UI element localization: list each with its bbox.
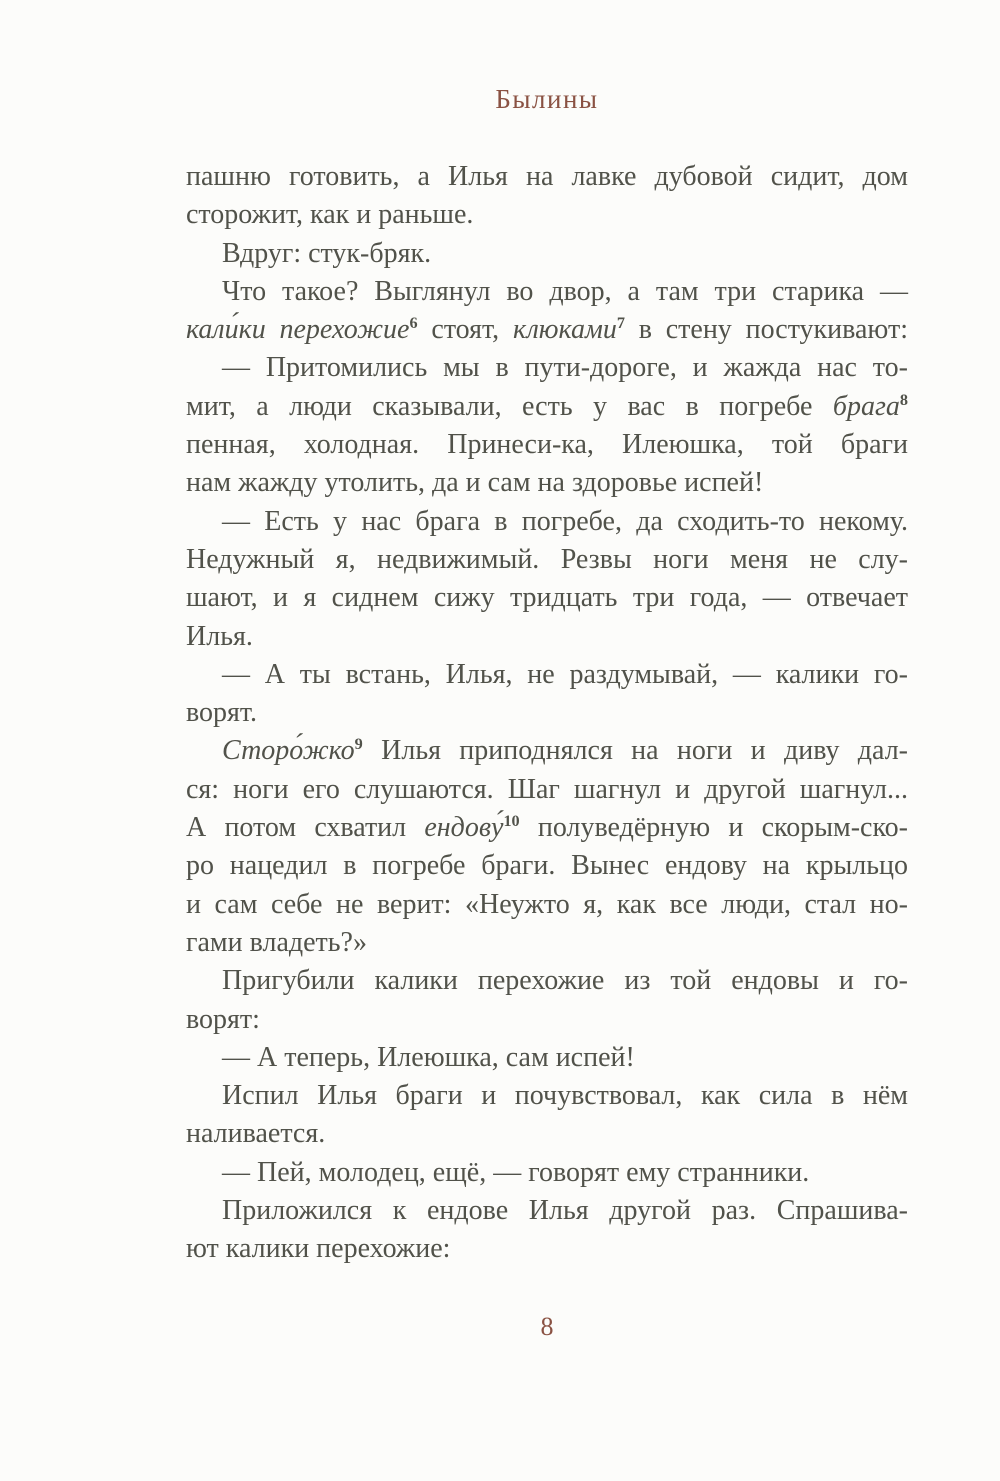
text-line: [186, 388, 908, 426]
text-segment: шают, и я сиднем сижу тридцать три года, — отвечает: [186, 582, 908, 614]
text-segment: и сам себе не верит: «Неужто я, как все люди, стал но-: [186, 888, 908, 920]
text-line: [186, 426, 908, 464]
text-line: [186, 196, 908, 234]
text-segment: Пригубили калики перехожие из той ендовы и го-: [222, 965, 908, 997]
text-segment: ворят.: [186, 697, 258, 729]
text-segment: ся: ноги его слушаются. Шаг шагнул и другой шагнул...: [186, 773, 908, 805]
text-line: [186, 1154, 908, 1192]
text-segment: Вдруг: стук-бряк.: [222, 237, 432, 269]
text-segment: Что такое? Выглянул во двор, а там три старика —: [222, 275, 908, 307]
page-number: 8: [540, 1312, 554, 1341]
text-segment: Недужный я, недвижимый. Резвы ноги меня не слу-: [186, 543, 908, 575]
text-segment: пенная, холодная. Принеси-ка, Илеюшка, той браги: [186, 429, 908, 461]
footnote-reference: 8: [899, 390, 908, 409]
text-line: [186, 847, 908, 885]
text-line: [186, 618, 908, 656]
text-segment: ют калики перехожие:: [186, 1233, 451, 1265]
text-segment: нам жажду утолить, да и сам на здоровье испей!: [186, 467, 764, 499]
text-line: [186, 311, 908, 349]
text-line: [186, 656, 908, 694]
text-segment: — Притомились мы в пути-дороге, и жажда нас то-: [222, 352, 908, 384]
running-header: Былины: [495, 84, 599, 114]
text-segment: гами владеть?»: [186, 926, 367, 958]
footnote-reference: 10: [503, 811, 520, 830]
text-line: [186, 1230, 908, 1268]
text-line: [186, 1115, 908, 1153]
text-segment: мит, а люди сказывали, есть у вас в погребе: [186, 390, 833, 422]
text-segment: сторожит, как и раньше.: [186, 199, 474, 231]
text-segment: ворят:: [186, 1003, 260, 1035]
footnote-reference: 9: [354, 735, 363, 754]
text-segment: пашню готовить, а Илья на лавке дубовой сидит, дом: [186, 161, 908, 192]
glossary-term: кали́ки перехожие: [186, 314, 410, 346]
text-line: [186, 809, 908, 847]
text-segment: Приложился к ендове Илья другой раз. Спрашива-: [222, 1195, 908, 1227]
text-segment: Илья приподнялся на ноги и диву дал-: [362, 735, 908, 767]
text-segment: — Пей, молодец, ещё, — говорят ему странники.: [222, 1156, 810, 1188]
text-line: [186, 1077, 908, 1115]
text-line: [186, 579, 908, 617]
glossary-term: клюками: [512, 314, 617, 346]
text-line: [186, 1192, 908, 1230]
text-segment: Испил Илья браги и почувствовал, как сила в нём: [222, 1080, 908, 1112]
text-line: [186, 541, 908, 579]
text-line: [186, 924, 908, 962]
glossary-term: брага: [832, 390, 900, 422]
glossary-term: ендову́: [424, 812, 504, 844]
text-line: [186, 273, 908, 311]
text-line: [186, 235, 908, 273]
footnote-reference: 6: [409, 314, 418, 333]
text-line: [186, 349, 908, 387]
text-line: [186, 1001, 908, 1039]
text-line: [186, 962, 908, 1000]
text-segment: — А теперь, Илеюшка, сам испей!: [222, 1041, 635, 1073]
text-line: [186, 464, 908, 502]
footnote-reference: 7: [616, 314, 625, 333]
text-column: [186, 158, 908, 1269]
text-line: [186, 886, 908, 924]
text-segment: ро нацедил в погребе браги. Вынес ендову на крыльцо: [186, 850, 908, 882]
text-line: [186, 694, 908, 732]
text-segment: Илья.: [186, 620, 253, 652]
text-segment: в стену постукивают:: [624, 314, 908, 346]
text-segment: полуведёрную и скорым-ско-: [519, 812, 908, 844]
text-segment: А потом схватил: [186, 812, 425, 844]
text-line: [186, 732, 908, 770]
text-segment: — А ты встань, Илья, не раздумывай, — калики го-: [222, 658, 908, 690]
text-segment: — Есть у нас брага в погребе, да сходить-то некому.: [222, 505, 908, 537]
text-line: [186, 158, 908, 196]
text-line: [186, 1039, 908, 1077]
text-segment: стоят,: [417, 314, 513, 346]
text-line: [186, 503, 908, 541]
glossary-term: Сторо́жко: [222, 735, 355, 767]
text-line: [186, 771, 908, 809]
text-segment: наливается.: [186, 1118, 326, 1150]
